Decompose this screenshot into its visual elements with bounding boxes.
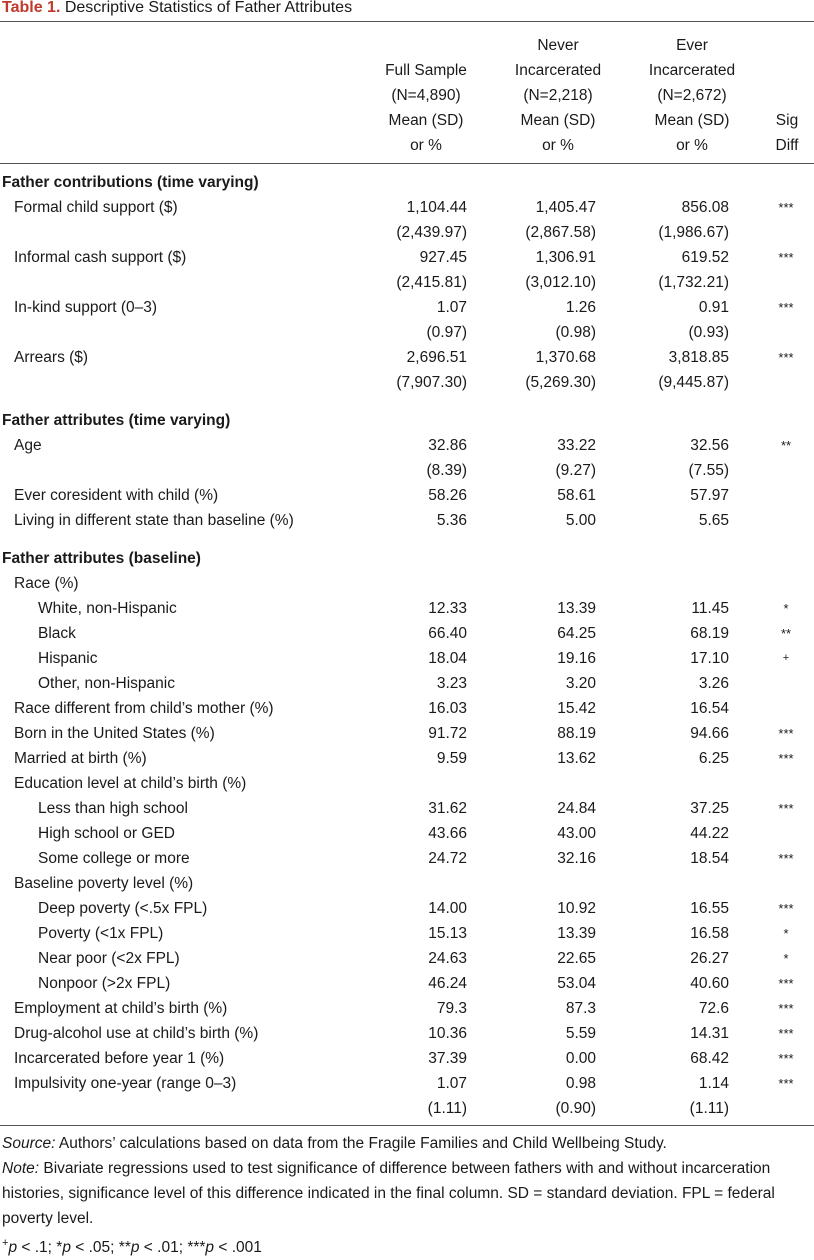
significance-cell: ***: [778, 1001, 794, 1016]
section-header-row: [0, 170, 814, 195]
sd-row: [0, 370, 814, 395]
significance-cell: ***: [778, 350, 794, 365]
significance-cell: **: [780, 626, 792, 641]
p-variable: p: [205, 1239, 215, 1257]
ever-incarcerated-cell: 68.19: [690, 625, 729, 642]
never-incarcerated-cell: 13.62: [557, 750, 596, 767]
note-label: Note:: [2, 1160, 40, 1177]
full-sample-cell: 43.66: [428, 825, 467, 842]
full-sample-cell: 12.33: [428, 600, 467, 617]
method-note: [2, 1156, 812, 1231]
full-sample-cell: 46.24: [428, 975, 467, 992]
ever-incarcerated-cell: (0.93): [688, 324, 729, 341]
column-header-ever-incarcerated: [628, 33, 756, 158]
header-line: or %: [676, 137, 708, 154]
full-sample-cell: 24.72: [428, 850, 467, 867]
ever-incarcerated-cell: (1,732.21): [658, 274, 729, 291]
table-row: [0, 771, 814, 796]
significance-symbol: +: [2, 1237, 9, 1249]
source-note: [2, 1131, 812, 1156]
full-sample-cell: 18.04: [428, 650, 467, 667]
table-row: [0, 846, 814, 871]
row-label: Education level at child’s birth (%): [14, 775, 247, 792]
table-row: [0, 596, 814, 621]
ever-incarcerated-cell: 619.52: [681, 249, 729, 266]
row-label: In-kind support (0–3): [14, 299, 158, 316]
never-incarcerated-cell: 0.00: [565, 1050, 596, 1067]
section-header-row: [0, 408, 814, 433]
table-row: [0, 508, 814, 533]
row-label: Employment at child’s birth (%): [14, 1000, 228, 1017]
never-incarcerated-cell: (3,012.10): [525, 274, 596, 291]
ever-incarcerated-cell: 5.65: [698, 512, 729, 529]
never-incarcerated-cell: (2,867.58): [525, 224, 596, 241]
ever-incarcerated-cell: 16.54: [690, 700, 729, 717]
full-sample-cell: 1.07: [436, 1075, 467, 1092]
header-line: Incarcerated: [648, 62, 736, 79]
table-row: [0, 245, 814, 270]
never-incarcerated-cell: 43.00: [557, 825, 596, 842]
header-line: (N=4,890): [391, 87, 461, 104]
ever-incarcerated-cell: (1,986.67): [658, 224, 729, 241]
full-sample-cell: 1.07: [436, 299, 467, 316]
ever-incarcerated-cell: 26.27: [690, 950, 729, 967]
table-row: [0, 483, 814, 508]
ever-incarcerated-cell: 16.55: [690, 900, 729, 917]
source-text: Authors’ calculations based on data from the Fragile Families and Child Wellbeing Study.: [55, 1135, 667, 1152]
ever-incarcerated-cell: 14.31: [690, 1025, 729, 1042]
table-row: [0, 721, 814, 746]
sd-row: [0, 270, 814, 295]
full-sample-cell: 9.59: [436, 750, 467, 767]
row-label: Race different from child’s mother (%): [14, 700, 274, 717]
p-variable: p: [130, 1239, 140, 1257]
ever-incarcerated-cell: 94.66: [690, 725, 729, 742]
ever-incarcerated-cell: 44.22: [690, 825, 729, 842]
header-line: Never: [537, 37, 579, 54]
full-sample-cell: 16.03: [428, 700, 467, 717]
significance-cell: ***: [778, 751, 794, 766]
never-incarcerated-cell: 32.16: [557, 850, 596, 867]
row-label: Other, non-Hispanic: [38, 675, 175, 692]
significance-legend: [2, 1231, 812, 1260]
never-incarcerated-cell: 1,370.68: [535, 349, 596, 366]
significance-threshold: < .01;: [139, 1239, 188, 1257]
ever-incarcerated-cell: 3.26: [698, 675, 729, 692]
never-incarcerated-cell: 33.22: [557, 437, 596, 454]
full-sample-cell: (8.39): [426, 462, 467, 479]
row-label: Informal cash support ($): [14, 249, 187, 266]
never-incarcerated-cell: 10.92: [557, 900, 596, 917]
table-row: [0, 1046, 814, 1071]
row-label: Incarcerated before year 1 (%): [14, 1050, 225, 1067]
table-caption: [2, 0, 352, 18]
header-line: Ever: [676, 37, 708, 54]
table-row: [0, 571, 814, 596]
table-row: [0, 696, 814, 721]
significance-cell: ***: [778, 1026, 794, 1041]
row-label: White, non-Hispanic: [38, 600, 177, 617]
never-incarcerated-cell: 1.26: [565, 299, 596, 316]
never-incarcerated-cell: 19.16: [557, 650, 596, 667]
never-incarcerated-cell: 58.61: [557, 487, 596, 504]
significance-cell: ***: [778, 726, 794, 741]
section-header-row: [0, 546, 814, 571]
never-incarcerated-cell: 15.42: [557, 700, 596, 717]
row-label: Drug-alcohol use at child’s birth (%): [14, 1025, 259, 1042]
table-row: [0, 671, 814, 696]
significance-cell: *: [783, 601, 789, 616]
row-label: High school or GED: [38, 825, 175, 842]
significance-threshold: < .05;: [70, 1239, 119, 1257]
significance-cell: ***: [778, 250, 794, 265]
table-row: [0, 1021, 814, 1046]
full-sample-cell: 91.72: [428, 725, 467, 742]
bottom-rule: [0, 1125, 814, 1126]
never-incarcerated-cell: 5.00: [565, 512, 596, 529]
significance-threshold: < .001: [214, 1239, 262, 1257]
full-sample-cell: 5.36: [436, 512, 467, 529]
sd-row: [0, 1096, 814, 1121]
significance-cell: ***: [778, 200, 794, 215]
full-sample-cell: 14.00: [428, 900, 467, 917]
ever-incarcerated-cell: 856.08: [681, 199, 729, 216]
section-label: Father attributes (baseline): [2, 550, 201, 567]
sd-row: [0, 320, 814, 345]
significance-cell: ***: [778, 976, 794, 991]
table-row: [0, 971, 814, 996]
section-label: Father contributions (time varying): [2, 174, 259, 191]
row-label: Formal child support ($): [14, 199, 178, 216]
full-sample-cell: (2,415.81): [396, 274, 467, 291]
never-incarcerated-cell: 24.84: [557, 800, 596, 817]
ever-incarcerated-cell: 11.45: [691, 600, 729, 617]
table-number: Table 1.: [2, 0, 61, 16]
never-incarcerated-cell: 1,405.47: [535, 199, 596, 216]
header-line: Diff: [775, 137, 799, 154]
p-variable: p: [8, 1239, 18, 1257]
header-rule: [0, 163, 814, 164]
row-label: Poverty (<1x FPL): [38, 925, 164, 942]
table-row: [0, 921, 814, 946]
header-line: (N=2,218): [523, 87, 593, 104]
never-incarcerated-cell: 3.20: [565, 675, 596, 692]
significance-cell: ***: [778, 801, 794, 816]
table-row: [0, 746, 814, 771]
significance-cell: *: [783, 926, 789, 941]
row-label: Married at birth (%): [14, 750, 147, 767]
row-label: Less than high school: [38, 800, 188, 817]
ever-incarcerated-cell: 68.42: [690, 1050, 729, 1067]
table-row: [0, 996, 814, 1021]
full-sample-cell: 3.23: [436, 675, 467, 692]
header-line: Sig: [775, 112, 799, 129]
full-sample-cell: (1.11): [427, 1100, 467, 1117]
sd-row: [0, 220, 814, 245]
ever-incarcerated-cell: (1.11): [689, 1100, 729, 1117]
never-incarcerated-cell: 64.25: [557, 625, 596, 642]
header-line: or %: [410, 137, 442, 154]
full-sample-cell: 10.36: [428, 1025, 467, 1042]
full-sample-cell: 79.3: [436, 1000, 467, 1017]
never-incarcerated-cell: (0.90): [555, 1100, 596, 1117]
ever-incarcerated-cell: 0.91: [698, 299, 729, 316]
never-incarcerated-cell: 53.04: [557, 975, 596, 992]
ever-incarcerated-cell: 3,818.85: [668, 349, 729, 366]
full-sample-cell: 24.63: [428, 950, 467, 967]
row-label: Ever coresident with child (%): [14, 487, 219, 504]
table-title: Descriptive Statistics of Father Attributes: [64, 0, 353, 16]
source-label: Source:: [2, 1135, 56, 1152]
row-label: Nonpoor (>2x FPL): [38, 975, 171, 992]
full-sample-cell: (7,907.30): [396, 374, 467, 391]
significance-cell: *: [783, 951, 789, 966]
table-body: [0, 170, 814, 1121]
row-label: Black: [38, 625, 76, 642]
table-row: [0, 871, 814, 896]
full-sample-cell: 58.26: [428, 487, 467, 504]
never-incarcerated-cell: 88.19: [557, 725, 596, 742]
full-sample-cell: 37.39: [428, 1050, 467, 1067]
significance-cell: ***: [778, 851, 794, 866]
significance-symbol: ***: [187, 1239, 206, 1257]
header-line: or %: [542, 137, 574, 154]
header-line: Mean (SD): [388, 112, 464, 129]
header-line: Mean (SD): [654, 112, 730, 129]
never-incarcerated-cell: 87.3: [565, 1000, 596, 1017]
ever-incarcerated-cell: 17.10: [690, 650, 729, 667]
row-label: Baseline poverty level (%): [14, 875, 194, 892]
significance-cell: ***: [778, 300, 794, 315]
ever-incarcerated-cell: (7.55): [688, 462, 729, 479]
full-sample-cell: 1,104.44: [406, 199, 467, 216]
table-notes: [2, 1131, 812, 1260]
full-sample-cell: 31.62: [428, 800, 467, 817]
never-incarcerated-cell: (5,269.30): [525, 374, 596, 391]
row-label: Arrears ($): [14, 349, 89, 366]
full-sample-cell: 2,696.51: [406, 349, 467, 366]
table-row: [0, 195, 814, 220]
never-incarcerated-cell: 5.59: [565, 1025, 596, 1042]
table-row: [0, 946, 814, 971]
table-row: [0, 646, 814, 671]
never-incarcerated-cell: 13.39: [557, 925, 596, 942]
row-label: Hispanic: [38, 650, 98, 667]
header-line: Incarcerated: [514, 62, 602, 79]
header-line: Mean (SD): [520, 112, 596, 129]
column-header-never-incarcerated: [496, 33, 620, 158]
never-incarcerated-cell: 22.65: [557, 950, 596, 967]
ever-incarcerated-cell: 72.6: [698, 1000, 729, 1017]
table-row: [0, 796, 814, 821]
section-label: Father attributes (time varying): [2, 412, 231, 429]
row-label: Race (%): [14, 575, 79, 592]
significance-cell: +: [782, 652, 790, 664]
table-row: [0, 821, 814, 846]
significance-cell: ***: [778, 1076, 794, 1091]
full-sample-cell: 927.45: [419, 249, 467, 266]
never-incarcerated-cell: (0.98): [555, 324, 596, 341]
ever-incarcerated-cell: 57.97: [690, 487, 729, 504]
ever-incarcerated-cell: 16.58: [690, 925, 729, 942]
ever-incarcerated-cell: 32.56: [690, 437, 729, 454]
significance-cell: ***: [778, 1051, 794, 1066]
header-line: (N=2,672): [657, 87, 727, 104]
column-header-full-sample: [364, 33, 488, 158]
significance-symbol: **: [118, 1239, 131, 1257]
full-sample-cell: (0.97): [426, 324, 467, 341]
row-label: Deep poverty (<.5x FPL): [38, 900, 208, 917]
header-line: Full Sample: [385, 62, 467, 79]
significance-cell: **: [780, 438, 792, 453]
ever-incarcerated-cell: 1.14: [698, 1075, 729, 1092]
never-incarcerated-cell: 0.98: [565, 1075, 596, 1092]
ever-incarcerated-cell: (9,445.87): [658, 374, 729, 391]
full-sample-cell: 15.13: [428, 925, 467, 942]
ever-incarcerated-cell: 6.25: [698, 750, 729, 767]
significance-cell: ***: [778, 901, 794, 916]
ever-incarcerated-cell: 18.54: [690, 850, 729, 867]
row-label: Some college or more: [38, 850, 190, 867]
significance-threshold: < .1;: [17, 1239, 57, 1257]
full-sample-cell: 66.40: [428, 625, 467, 642]
never-incarcerated-cell: 13.39: [557, 600, 596, 617]
table-row: [0, 433, 814, 458]
sd-row: [0, 458, 814, 483]
table-row: [0, 621, 814, 646]
never-incarcerated-cell: 1,306.91: [535, 249, 596, 266]
row-label: Living in different state than baseline (%): [14, 512, 294, 529]
column-header-sig-diff: [760, 33, 814, 158]
row-label: Age: [14, 437, 42, 454]
top-rule: [0, 21, 814, 22]
table-row: [0, 896, 814, 921]
row-label: Born in the United States (%): [14, 725, 215, 742]
ever-incarcerated-cell: 40.60: [690, 975, 729, 992]
table-row: [0, 345, 814, 370]
note-text: Bivariate regressions used to test significance of difference between fathers with and without incarceration histories, significance level of this difference indicated in the final column. SD = standard deviation. FPL = federal poverty level.: [2, 1160, 775, 1227]
table-row: [0, 295, 814, 320]
p-variable: p: [62, 1239, 71, 1257]
row-label: Impulsivity one-year (range 0–3): [14, 1075, 237, 1092]
table-row: [0, 1071, 814, 1096]
ever-incarcerated-cell: 37.25: [690, 800, 729, 817]
full-sample-cell: (2,439.97): [396, 224, 467, 241]
row-label: Near poor (<2x FPL): [38, 950, 180, 967]
never-incarcerated-cell: (9.27): [555, 462, 596, 479]
significance-symbol: *: [56, 1239, 63, 1257]
full-sample-cell: 32.86: [428, 437, 467, 454]
